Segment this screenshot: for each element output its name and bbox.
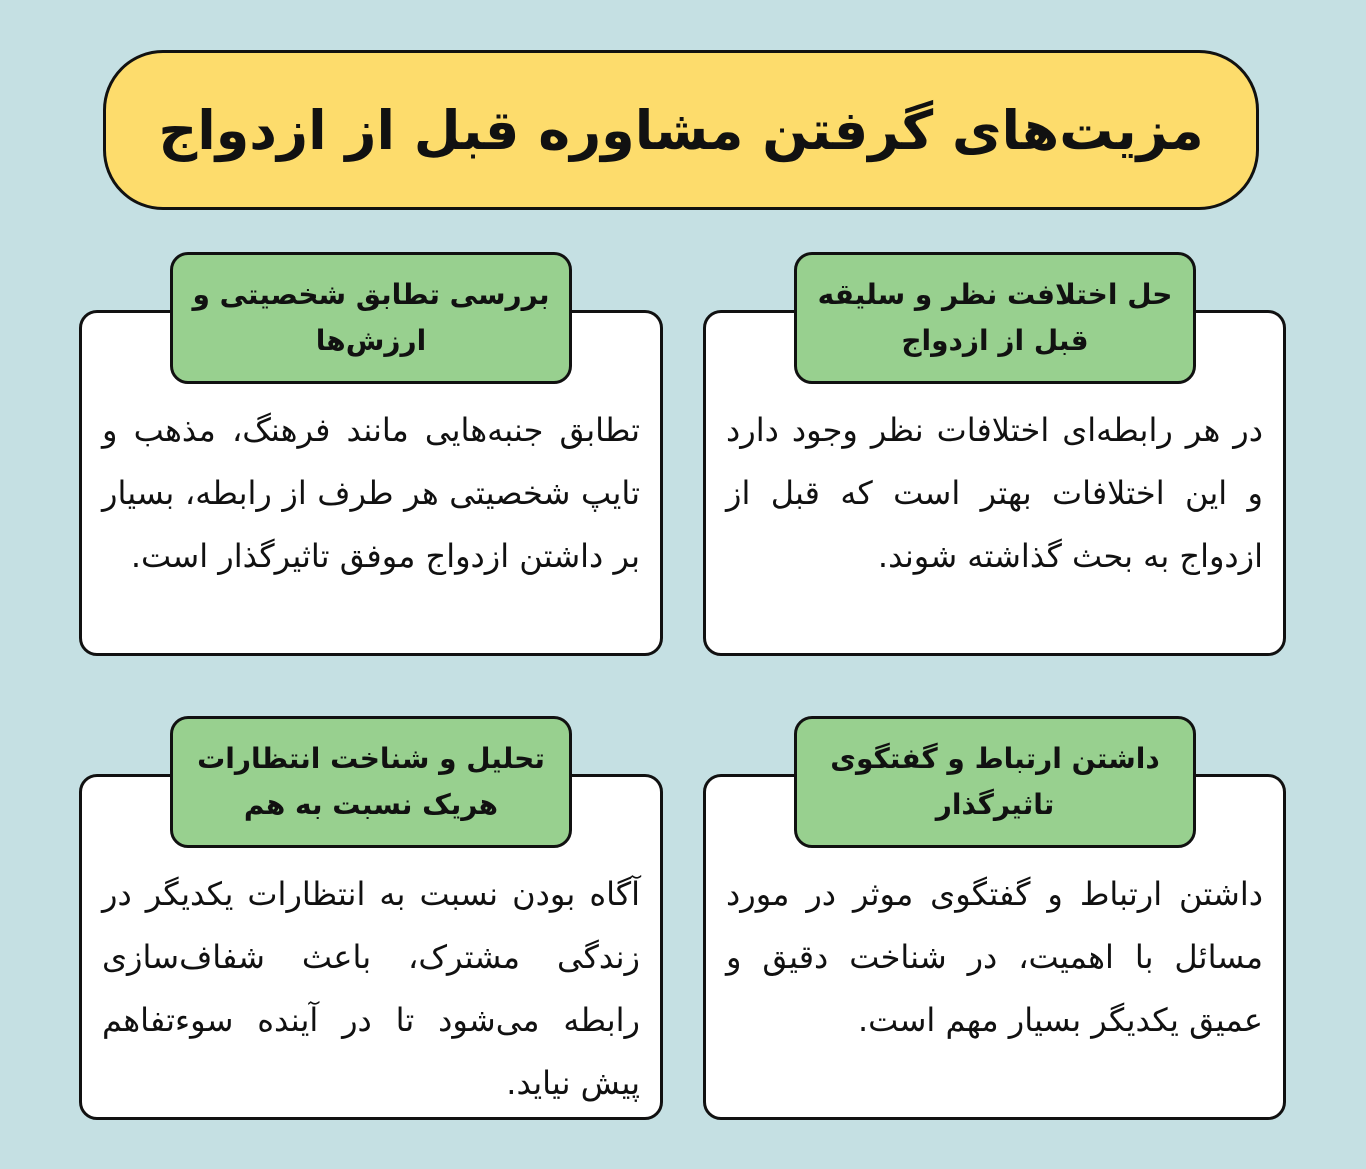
card-body: تطابق جنبه‌هایی مانند فرهنگ، مذهب و تایپ شخصیتی هر طرف از رابطه، بسیار بر داشتن ازدواج موفق تاثیرگذار است. bbox=[102, 411, 640, 575]
page-title: مزیت‌های گرفتن مشاوره قبل از ازدواج bbox=[158, 98, 1204, 162]
card-heading-tag bbox=[170, 252, 572, 384]
card-heading-tag bbox=[170, 716, 572, 848]
card-heading: بررسی تطابق شخصیتی و ارزش‌ها bbox=[192, 278, 550, 357]
card-heading: تحلیل و شناخت انتظارات هریک نسبت به هم bbox=[197, 742, 545, 821]
card-body: در هر رابطه‌ای اختلافات نظر وجود دارد و این اختلافات بهتر است که قبل از ازدواج به بحث گذاشته شوند. bbox=[726, 411, 1263, 575]
card-heading-tag bbox=[794, 716, 1196, 848]
card-heading-tag bbox=[794, 252, 1196, 384]
card-body: آگاه بودن نسبت به انتظارات یکدیگر در زندگی مشترک، باعث شفاف‌سازی رابطه می‌شود تا در آینده سوءتفاهم پیش نیاید. bbox=[102, 875, 640, 1102]
card-body: داشتن ارتباط و گفتگوی موثر در مورد مسائل با اهمیت، در شناخت دقیق و عمیق یکدیگر بسیار مهم است. bbox=[726, 875, 1263, 1039]
title-banner bbox=[103, 50, 1259, 210]
card-heading: حل اختلافت نظر و سلیقه قبل از ازدواج bbox=[817, 278, 1173, 357]
card-heading: داشتن ارتباط و گفتگوی تاثیرگذار bbox=[830, 742, 1160, 821]
